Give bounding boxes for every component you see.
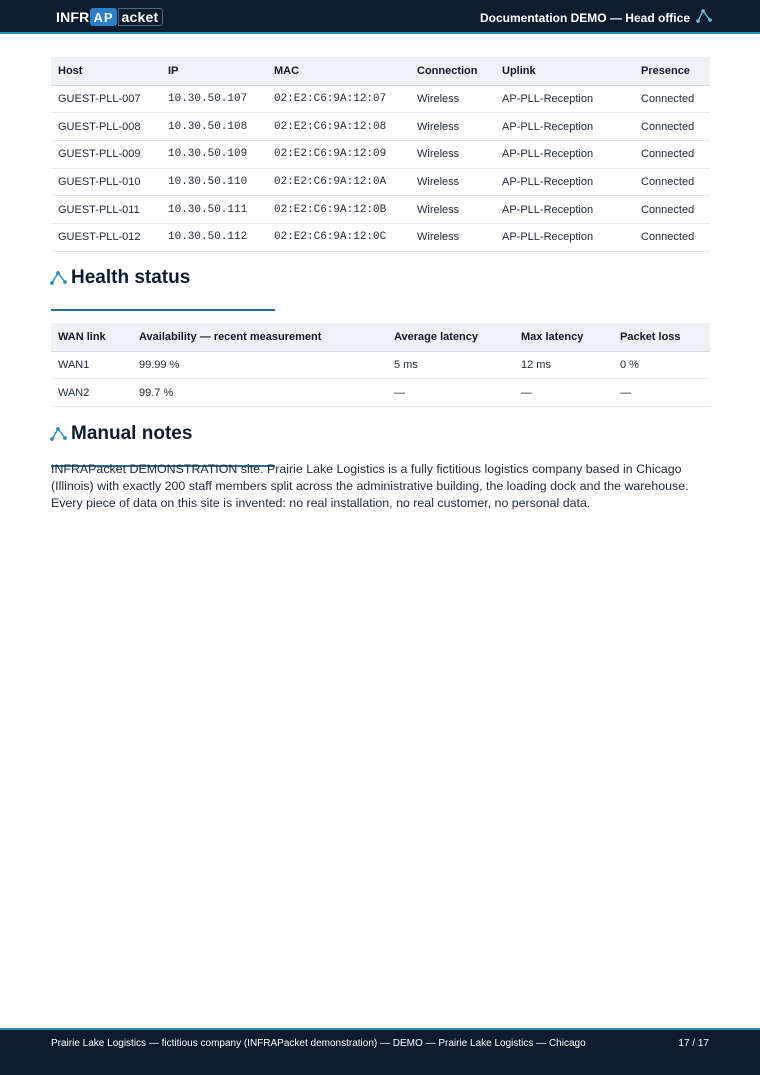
table-header-row	[51, 57, 710, 85]
table-cell: 10.30.50.107	[161, 85, 267, 113]
table-cell: Wireless	[410, 168, 495, 196]
notes-section-heading	[50, 423, 192, 445]
table-cell: 10.30.50.110	[161, 168, 267, 196]
column-header: Host	[51, 57, 161, 85]
table-cell: Connected	[634, 168, 710, 196]
table-cell: AP-PLL-Reception	[495, 196, 634, 224]
column-header: Uplink	[495, 57, 634, 85]
column-header: Availability — recent measurement	[132, 323, 387, 351]
health-table	[51, 323, 710, 407]
table-cell: Wireless	[410, 223, 495, 251]
table-cell: Connected	[634, 140, 710, 168]
table-cell: 12 ms	[514, 351, 613, 379]
table-cell: AP-PLL-Reception	[495, 113, 634, 141]
table-row	[51, 351, 710, 379]
column-header: IP	[161, 57, 267, 85]
table-cell: 10.30.50.108	[161, 113, 267, 141]
table-cell: 10.30.50.111	[161, 196, 267, 224]
logo-text-part1: INFR	[56, 9, 90, 25]
network-nodes-icon	[50, 271, 67, 285]
infrapacket-logo	[56, 7, 163, 27]
logo-text-part3: acket	[118, 8, 164, 26]
network-nodes-icon	[50, 427, 67, 441]
table-cell: AP-PLL-Reception	[495, 85, 634, 113]
table-cell: WAN1	[51, 351, 132, 379]
table-cell: —	[613, 379, 710, 407]
page-footer	[0, 1028, 760, 1075]
table-cell: 5 ms	[387, 351, 514, 379]
table-cell: GUEST-PLL-008	[51, 113, 161, 141]
column-header: Presence	[634, 57, 710, 85]
table-cell: 10.30.50.109	[161, 140, 267, 168]
table-cell: WAN2	[51, 379, 132, 407]
table-cell: 02:E2:C6:9A:12:0A	[267, 168, 410, 196]
table-cell: AP-PLL-Reception	[495, 223, 634, 251]
table-row	[51, 85, 710, 113]
table-row	[51, 196, 710, 224]
table-cell: GUEST-PLL-012	[51, 223, 161, 251]
document-title: Documentation DEMO — Head office	[479, 11, 690, 25]
notes-section-title: Manual notes	[71, 423, 193, 444]
table-cell: Connected	[634, 223, 710, 251]
table-cell: —	[514, 379, 613, 407]
table-cell: GUEST-PLL-010	[51, 168, 161, 196]
table-cell: 02:E2:C6:9A:12:0C	[267, 223, 410, 251]
table-cell: GUEST-PLL-009	[51, 140, 161, 168]
table-row	[51, 223, 710, 251]
table-row	[51, 140, 710, 168]
column-header: Packet loss	[613, 323, 710, 351]
column-header: WAN link	[51, 323, 132, 351]
table-cell: Connected	[634, 196, 710, 224]
table-cell: AP-PLL-Reception	[495, 168, 634, 196]
table-cell: Wireless	[410, 196, 495, 224]
table-cell: Wireless	[410, 85, 495, 113]
logo-text-part2: AP	[90, 8, 116, 26]
table-cell: 10.30.50.112	[161, 223, 267, 251]
table-cell: 0 %	[613, 351, 710, 379]
health-section-heading	[50, 267, 190, 289]
footer-text: Prairie Lake Logistics — fictitious company (INFRAPacket demonstration) — DEMO — Prairie Lake Logistics — Chicago	[51, 1038, 586, 1049]
table-cell: GUEST-PLL-007	[51, 85, 161, 113]
table-cell: 99.99 %	[132, 351, 387, 379]
table-cell: 02:E2:C6:9A:12:07	[267, 85, 410, 113]
section-divider	[51, 309, 275, 311]
table-cell: AP-PLL-Reception	[495, 140, 634, 168]
page-number: 17 / 17	[678, 1038, 709, 1049]
devices-table	[51, 57, 710, 252]
table-cell: 02:E2:C6:9A:12:0B	[267, 196, 410, 224]
table-row	[51, 168, 710, 196]
table-cell: 99.7 %	[132, 379, 387, 407]
table-row	[51, 113, 710, 141]
table-cell: Connected	[634, 113, 710, 141]
table-cell: Wireless	[410, 113, 495, 141]
table-cell: Connected	[634, 85, 710, 113]
network-nodes-icon	[696, 9, 712, 23]
table-cell: Wireless	[410, 140, 495, 168]
manual-notes-text: INFRAPacket DEMONSTRATION site. Prairie Lake Logistics is a fully fictitious logistics company based in Chicago (Illinois) with exactly 200 staff members split across the administrative building, the loading dock and the warehouse. Every piece of data on this site is invented: no real installation, no real customer, no personal data.	[51, 462, 689, 510]
page-header	[0, 0, 760, 34]
column-header: Connection	[410, 57, 495, 85]
table-cell: GUEST-PLL-011	[51, 196, 161, 224]
table-header-row	[51, 323, 710, 351]
column-header: MAC	[267, 57, 410, 85]
table-cell: 02:E2:C6:9A:12:09	[267, 140, 410, 168]
health-section-title: Health status	[71, 267, 191, 288]
table-cell: —	[387, 379, 514, 407]
column-header: Average latency	[387, 323, 514, 351]
table-row	[51, 379, 710, 407]
table-cell: 02:E2:C6:9A:12:08	[267, 113, 410, 141]
column-header: Max latency	[514, 323, 613, 351]
